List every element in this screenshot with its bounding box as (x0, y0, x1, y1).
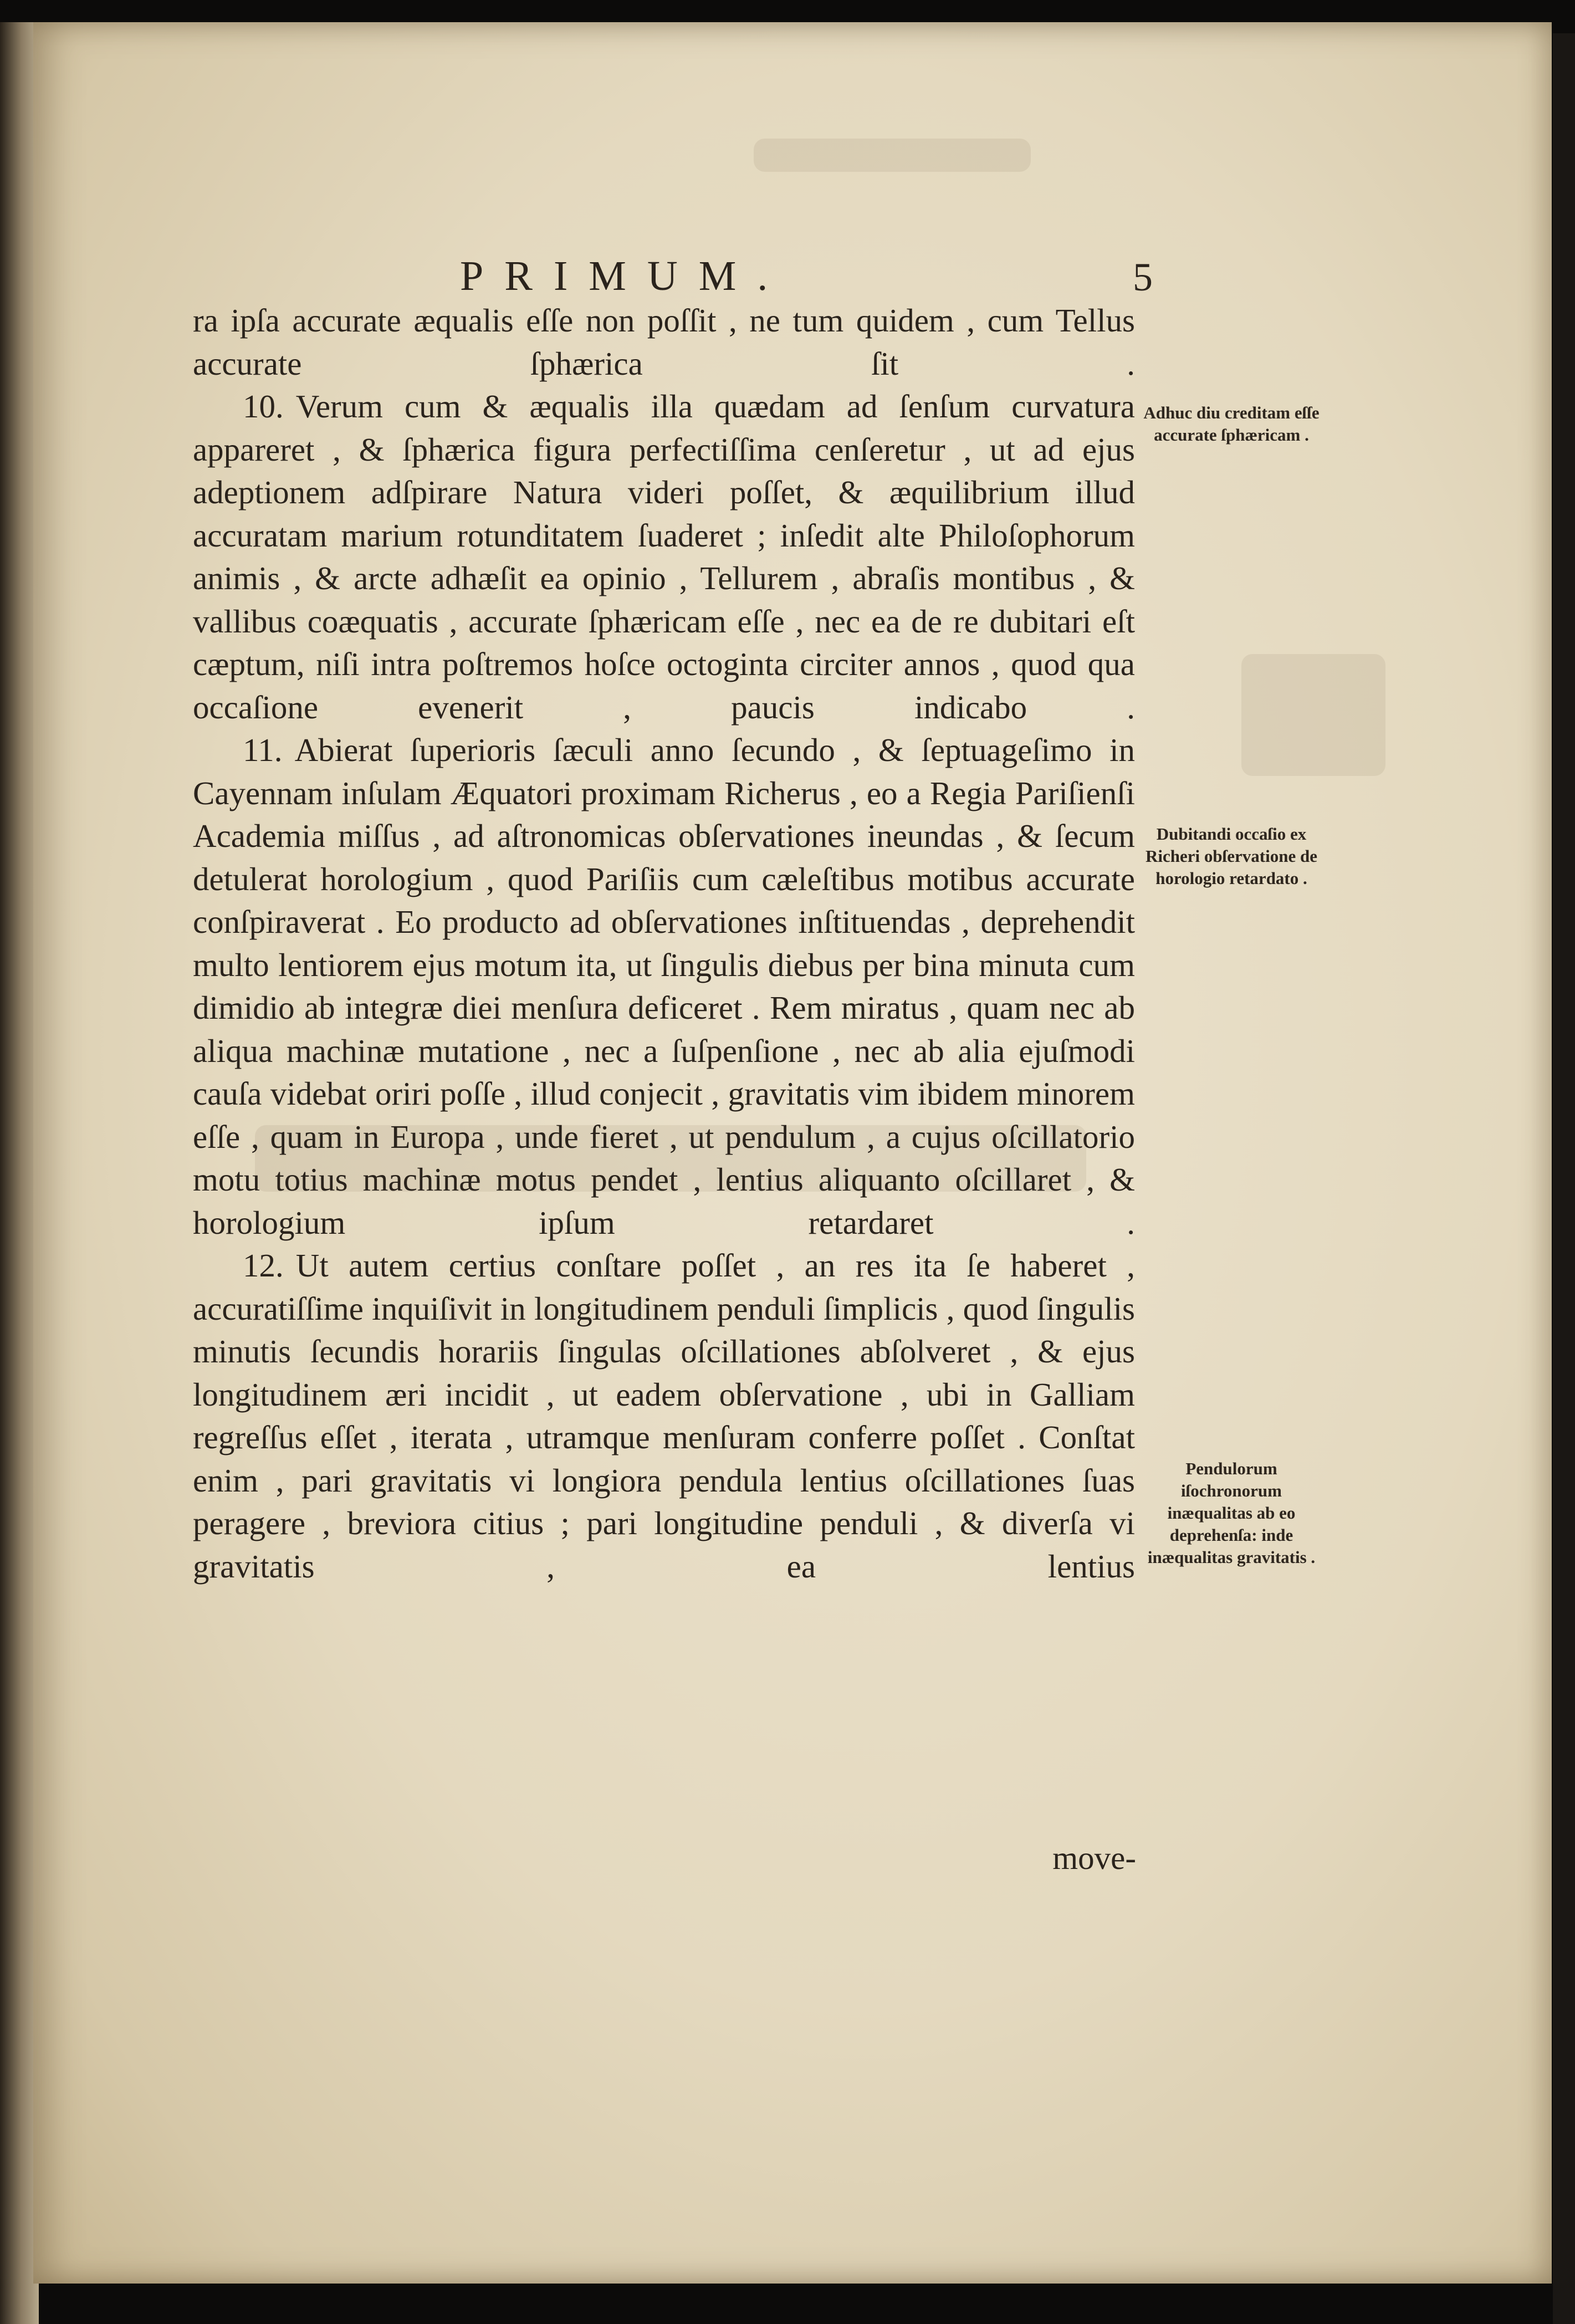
running-title: PRIMUM. (460, 253, 789, 299)
paragraph-10 (193, 385, 1135, 729)
paragraph-number: 11. (243, 732, 283, 768)
paragraph-12 (193, 1244, 1135, 1588)
margin-note: Adhuc diu creditam eſſe accurate ſphæricam . (1143, 403, 1320, 445)
paragraph-number: 12. (243, 1247, 284, 1284)
running-head (188, 252, 1153, 302)
show-through-mark (1241, 654, 1385, 776)
paragraph-continued (193, 299, 1135, 385)
paragraph-text: ra ipſa accurate æqualis eſſe non poſſit , ne tum quidem , cum Tellus accurate ſphærica ſit . (193, 302, 1135, 382)
margin-note: Dubitandi occaſio ex Richeri obſervatione de horologio retardato . (1146, 824, 1317, 888)
paragraph-text: Abierat ſuperioris ſæculi anno ſecundo , & ſeptuageſimo in Cayennam inſulam Æquatori proximam Richerus , eo a Regia Pariſienſi Academia miſſus , ad aſtronomicas obſervationes ineundas , & ſecum detulerat horologium , quod Pariſiis cum cæleſtibus motibus accurate conſpiraverat . Eo producto ad obſervationes inſtituendas , deprehendit multo lentiorem ejus motum ita, ut ſingulis diebus per bina minuta cum dimidio ab integræ diei menſura deficeret . Rem miratus , quam nec ab aliqua machinæ mutatione , nec a ſuſpenſione , nec ab alia ejuſmodi cauſa videbat oriri poſſe , illud conjecit , gravitatis vim ibidem minorem eſſe , quam in Europa , unde fieret , ut pendulum , a cujus oſcillatorio motu totius machinæ motus pendet , lentius aliquanto oſcillaret , & horologium ipſum retardaret . (193, 732, 1135, 1241)
main-text-block (193, 299, 1135, 1588)
paragraph-11 (193, 729, 1135, 1244)
paragraph-text: Ut autem certius conſtare poſſet , an res ita ſe haberet , accuratiſſime inquiſivit in longitudinem penduli ſimplicis , quod ſingulis minutis ſecundis horariis ſingulas oſcillationes abſolveret , & ejus longitudinem æri incidit , ut eadem obſervatione , ubi in Galliam regreſſus eſſet , iterata , utramque menſuram conferre poſſet . Conſtat enim , pari gravitatis vi longiora pendula lentius oſcillationes ſuas peragere , breviora citius ; pari longitudine penduli , & diverſa vi gravitatis , ea lentius (193, 1247, 1135, 1585)
margin-note: Pendulorum iſochronorum inæqualitas ab eo deprehenſa: inde inæqualitas gravitatis . (1147, 1459, 1316, 1567)
paragraph-text: Verum cum & æqualis illa quædam ad ſenſum curvatura appareret , & ſphærica figura perfectiſſima cenſeretur , ut ad ejus adeptionem adſpirare Natura videri poſſet, & æquilibrium illud accuratam marium rotunditatem ſuaderet ; inſedit alte Philoſophorum animis , & arcte adhæſit ea opinio , Tellurem , abraſis montibus , & vallibus coæquatis , accurate ſphæricam eſſe , nec ea de re dubitari eſt cæptum, niſi intra poſtremos hoſce octoginta circiter annos , quod qua occaſione evenerit , paucis indicabo . (193, 388, 1135, 726)
catchword: move- (1052, 1840, 1136, 1876)
page-number: 5 (1133, 255, 1153, 299)
paragraph-number: 10. (243, 388, 284, 425)
show-through-mark (754, 139, 1031, 172)
scan-right-edge (1553, 33, 1575, 2324)
